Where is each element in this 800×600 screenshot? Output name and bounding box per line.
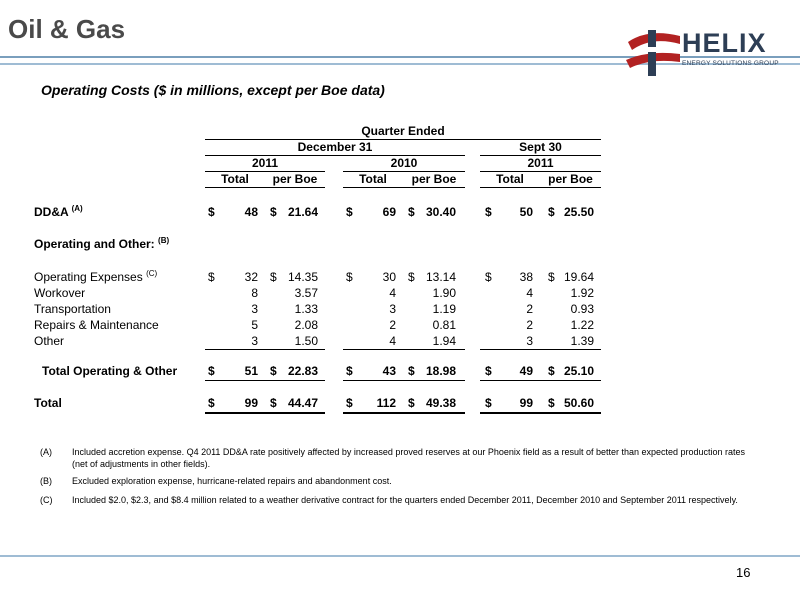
period-header-sept: Sept 30 <box>519 140 562 154</box>
year-header: 2011 <box>251 156 279 170</box>
table-rule <box>343 412 465 414</box>
row-label: Operating Expenses $^{(C)}$ <box>34 269 158 284</box>
table-rule <box>205 349 325 350</box>
table-cell: 4 <box>526 286 533 300</box>
group-header: Quarter Ended <box>361 124 445 138</box>
table-cell: 1.94 <box>432 334 456 348</box>
footnote-reference: (B) <box>158 236 170 245</box>
table-cell: 48 <box>244 205 258 219</box>
table-cell: 18.98 <box>425 364 456 378</box>
currency-symbol: $ <box>208 205 215 219</box>
table-cell: 50 <box>519 205 533 219</box>
table-cell: 2 <box>526 318 533 332</box>
currency-symbol: $ <box>270 364 277 378</box>
currency-symbol: $ <box>485 396 492 410</box>
table-cell: 3 <box>526 334 533 348</box>
table-cell: 1.22 <box>570 318 594 332</box>
currency-symbol: $ <box>548 396 555 410</box>
table-cell: 44.47 <box>287 396 318 410</box>
table-cell: 4 <box>389 286 396 300</box>
column-header-line <box>343 187 465 188</box>
table-cell: 99 <box>519 396 533 410</box>
period-header-december: December 31 <box>297 140 373 154</box>
table-rule <box>343 349 465 350</box>
logo-wordmark: HELIX <box>682 28 767 58</box>
table-cell: 2 <box>389 318 396 332</box>
table-cell: 4 <box>389 334 396 348</box>
column-header-perboe: per Boe <box>272 172 318 186</box>
footnote-text: Included $2.0, $2.3, and $8.4 million related to a weather derivative contract for the quarters ended December 2011, December 2010 and September 2011 respectively. <box>72 495 738 505</box>
table-cell: 1.92 <box>570 286 594 300</box>
table-cell: 0.93 <box>570 302 594 316</box>
table-cell: 1.50 <box>294 334 318 348</box>
currency-symbol: $ <box>346 364 353 378</box>
currency-symbol: $ <box>270 270 277 284</box>
table-cell: 13.14 <box>425 270 456 284</box>
currency-symbol: $ <box>208 364 215 378</box>
currency-symbol: $ <box>408 364 415 378</box>
row-label: Other <box>34 334 65 348</box>
currency-symbol: $ <box>346 205 353 219</box>
footer-rule <box>0 555 800 557</box>
column-header-perboe: per Boe <box>548 172 593 186</box>
table-rule <box>480 412 601 414</box>
table-cell: 21.64 <box>287 205 318 219</box>
table-cell: 69 <box>382 205 396 219</box>
table-rule <box>480 380 601 381</box>
table-cell: 1.39 <box>570 334 594 348</box>
table-cell: 49.38 <box>425 396 456 410</box>
currency-symbol: $ <box>208 270 215 284</box>
page-title: Oil & Gas <box>8 14 126 44</box>
currency-symbol: $ <box>548 270 555 284</box>
row-label: Total Operating & Other <box>42 364 178 378</box>
table-cell: 1.33 <box>294 302 318 316</box>
table-cell: 22.83 <box>287 364 318 378</box>
currency-symbol: $ <box>548 205 555 219</box>
table-cell: 2.08 <box>294 318 318 332</box>
currency-symbol: $ <box>408 205 415 219</box>
table-cell: 43 <box>382 364 396 378</box>
footnote-text: Included accretion expense. Q4 2011 DD&A rate positively affected by increased proved reserves at our Phoenix field as a result of better than expected production rates (net of adjustments in other fields). <box>72 447 746 469</box>
currency-symbol: $ <box>408 270 415 284</box>
table-cell: 3 <box>251 334 258 348</box>
table-cell: 14.35 <box>287 270 318 284</box>
currency-symbol: $ <box>270 396 277 410</box>
table-cell: 25.10 <box>563 364 594 378</box>
table-cell: 112 <box>376 396 396 410</box>
row-label: Total <box>34 396 62 410</box>
table-cell: 32 <box>244 270 258 284</box>
currency-symbol: $ <box>346 396 353 410</box>
table-rule <box>205 412 325 414</box>
table-cell: 51 <box>244 364 258 378</box>
currency-symbol: $ <box>485 270 492 284</box>
table-cell: 5 <box>251 318 258 332</box>
currency-symbol: $ <box>408 396 415 410</box>
row-label: DD&A $^{(A)}$ <box>34 204 83 219</box>
table-cell: 3.57 <box>294 286 318 300</box>
currency-symbol: $ <box>485 364 492 378</box>
table-rule <box>343 380 465 381</box>
column-header-perboe: per Boe <box>411 172 457 186</box>
table-cell: 8 <box>251 286 258 300</box>
row-label: Workover <box>34 286 86 300</box>
table-cell: 25.50 <box>563 205 594 219</box>
row-label: Repairs & Maintenance <box>34 318 159 332</box>
table-cell: 30 <box>382 270 396 284</box>
footnote-reference: (A) <box>71 204 83 213</box>
table-cell: 1.19 <box>432 302 456 316</box>
footnote-mark: (C) <box>40 495 53 505</box>
column-header-total: Total <box>496 172 524 186</box>
column-header-total: Total <box>359 172 387 186</box>
table-cell: 30.40 <box>425 205 456 219</box>
table-cell: 19.64 <box>563 270 594 284</box>
table-cell: 2 <box>526 302 533 316</box>
footnote-mark: (B) <box>40 476 52 486</box>
table-cell: 38 <box>519 270 533 284</box>
table-cell: 1.90 <box>432 286 456 300</box>
row-label: Operating and Other: $^{(B)}$ <box>34 236 170 251</box>
section-subtitle: Operating Costs ($ in millions, except per Boe data) <box>41 82 385 98</box>
column-header-line <box>480 187 601 188</box>
currency-symbol: $ <box>548 364 555 378</box>
footnote-mark: (A) <box>40 447 52 457</box>
table-cell: 99 <box>244 396 258 410</box>
footnote-reference: (C) <box>146 269 158 278</box>
currency-symbol: $ <box>346 270 353 284</box>
page-number: 16 <box>736 565 751 580</box>
table-cell: 3 <box>251 302 258 316</box>
column-header-total: Total <box>221 172 249 186</box>
currency-symbol: $ <box>270 205 277 219</box>
table-rule <box>480 349 601 350</box>
table-cell: 3 <box>389 302 396 316</box>
year-header: 2011 <box>527 156 554 170</box>
currency-symbol: $ <box>485 205 492 219</box>
row-label: Transportation <box>34 302 111 316</box>
year-header: 2010 <box>390 156 418 170</box>
currency-symbol: $ <box>208 396 215 410</box>
column-header-line <box>205 187 325 188</box>
table-cell: 50.60 <box>563 396 594 410</box>
table-cell: 0.81 <box>432 318 456 332</box>
table-rule <box>205 380 325 381</box>
footnote-text: Excluded exploration expense, hurricane-related repairs and abandonment cost. <box>72 476 392 486</box>
logo-tagline: ENERGY SOLUTIONS GROUP <box>682 60 779 67</box>
table-cell: 49 <box>519 364 533 378</box>
